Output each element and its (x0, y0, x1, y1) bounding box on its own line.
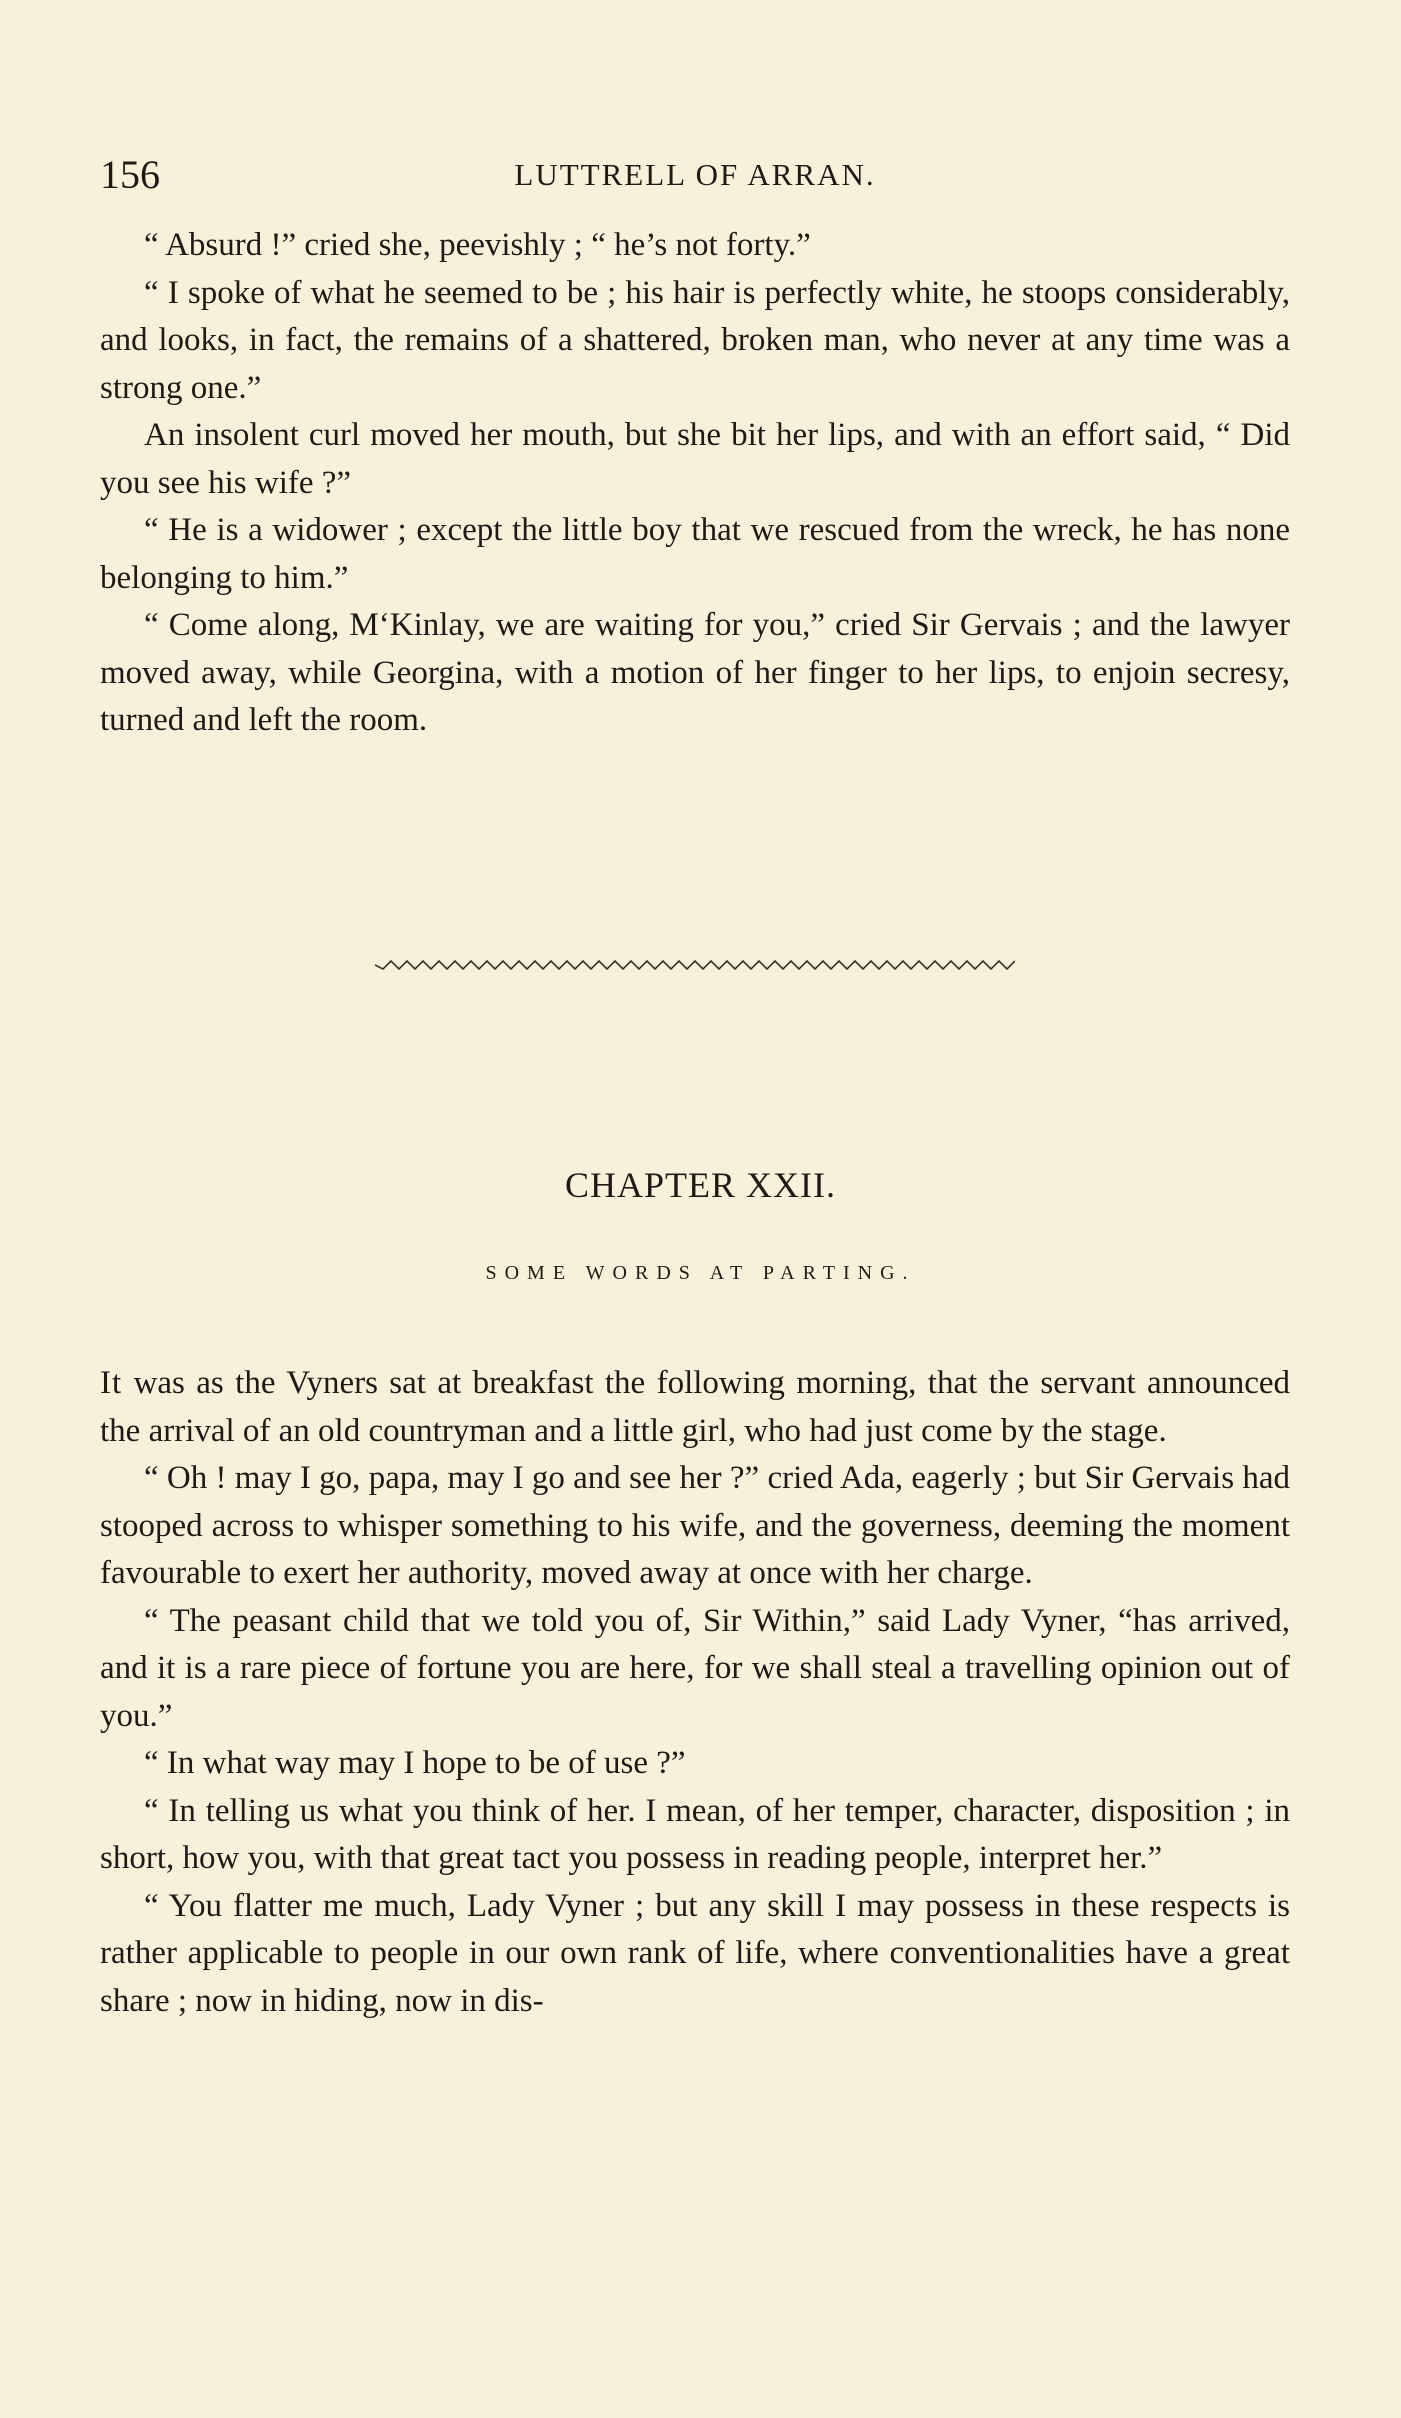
paragraph: “ The peasant child that we told you of, Sir Within,” said Lady Vyner, “has arrived, and it is a rare piece of fortune you are here, for we shall steal a travelling opinion out of you.” (100, 1602, 1290, 1734)
running-head: LUTTRELL OF ARRAN. (514, 157, 876, 192)
paragraph: “ He is a widower ; except the little boy that we rescued from the wreck, he has none belonging to him.” (100, 512, 1290, 596)
continued-text (100, 222, 1290, 745)
opening-lead-word: It (100, 1365, 123, 1401)
paragraph: “ Come along, M‘Kinlay, we are waiting for you,” cried Sir Gervais ; and the lawyer moved away, while Georgina, with a motion of her finger to her lips, to enjoin secresy, turned and left the room. (100, 607, 1290, 738)
opening-rest: was as the Vyners sat at breakfast the following morning, that the servant announced the arrival of an old countryman and a little girl, who had just come by the stage. (100, 1365, 1290, 1449)
chapter-opening-paragraph (100, 1360, 1290, 1455)
wavy-rule-ornament (375, 955, 1015, 975)
paragraph: “ I spoke of what he seemed to be ; his hair is perfectly white, he stoops considerably, and looks, in fact, the remains of a shattered, broken man, who never at any time was a strong one.” (100, 274, 1290, 406)
paragraph: “ In what way may I hope to be of use ?” (144, 1745, 686, 1781)
paragraph: “ Oh ! may I go, papa, may I go and see her ?” cried Ada, eagerly ; but Sir Gervais had stooped across to whisper something to his wife, and the governess, deeming the moment favourable to exert her authority, moved away at once with her charge. (100, 1460, 1290, 1591)
chapter-title: CHAPTER XXII. (565, 1165, 836, 1205)
paragraph: An insolent curl moved her mouth, but she bit her lips, and with an effort said, “ Did you see his wife ?” (100, 417, 1290, 501)
page-header (100, 150, 1290, 200)
chapter-text (100, 1360, 1290, 2025)
chapter-subtitle: SOME WORDS AT PARTING. (485, 1262, 916, 1284)
paragraph: “ Absurd !” cried she, peevishly ; “ he’s not forty.” (144, 227, 811, 263)
paragraph: “ In telling us what you think of her. I mean, of her temper, character, disposition ; in short, how you, with that great tact you possess in reading people, interpret her.” (100, 1792, 1290, 1876)
page-number: 156 (100, 152, 160, 197)
paragraph: “ You flatter me much, Lady Vyner ; but any skill I may possess in these respects is rather applicable to people in our own rank of life, where conventionalities have a great share ; now in hiding, now in dis- (100, 1887, 1290, 2019)
